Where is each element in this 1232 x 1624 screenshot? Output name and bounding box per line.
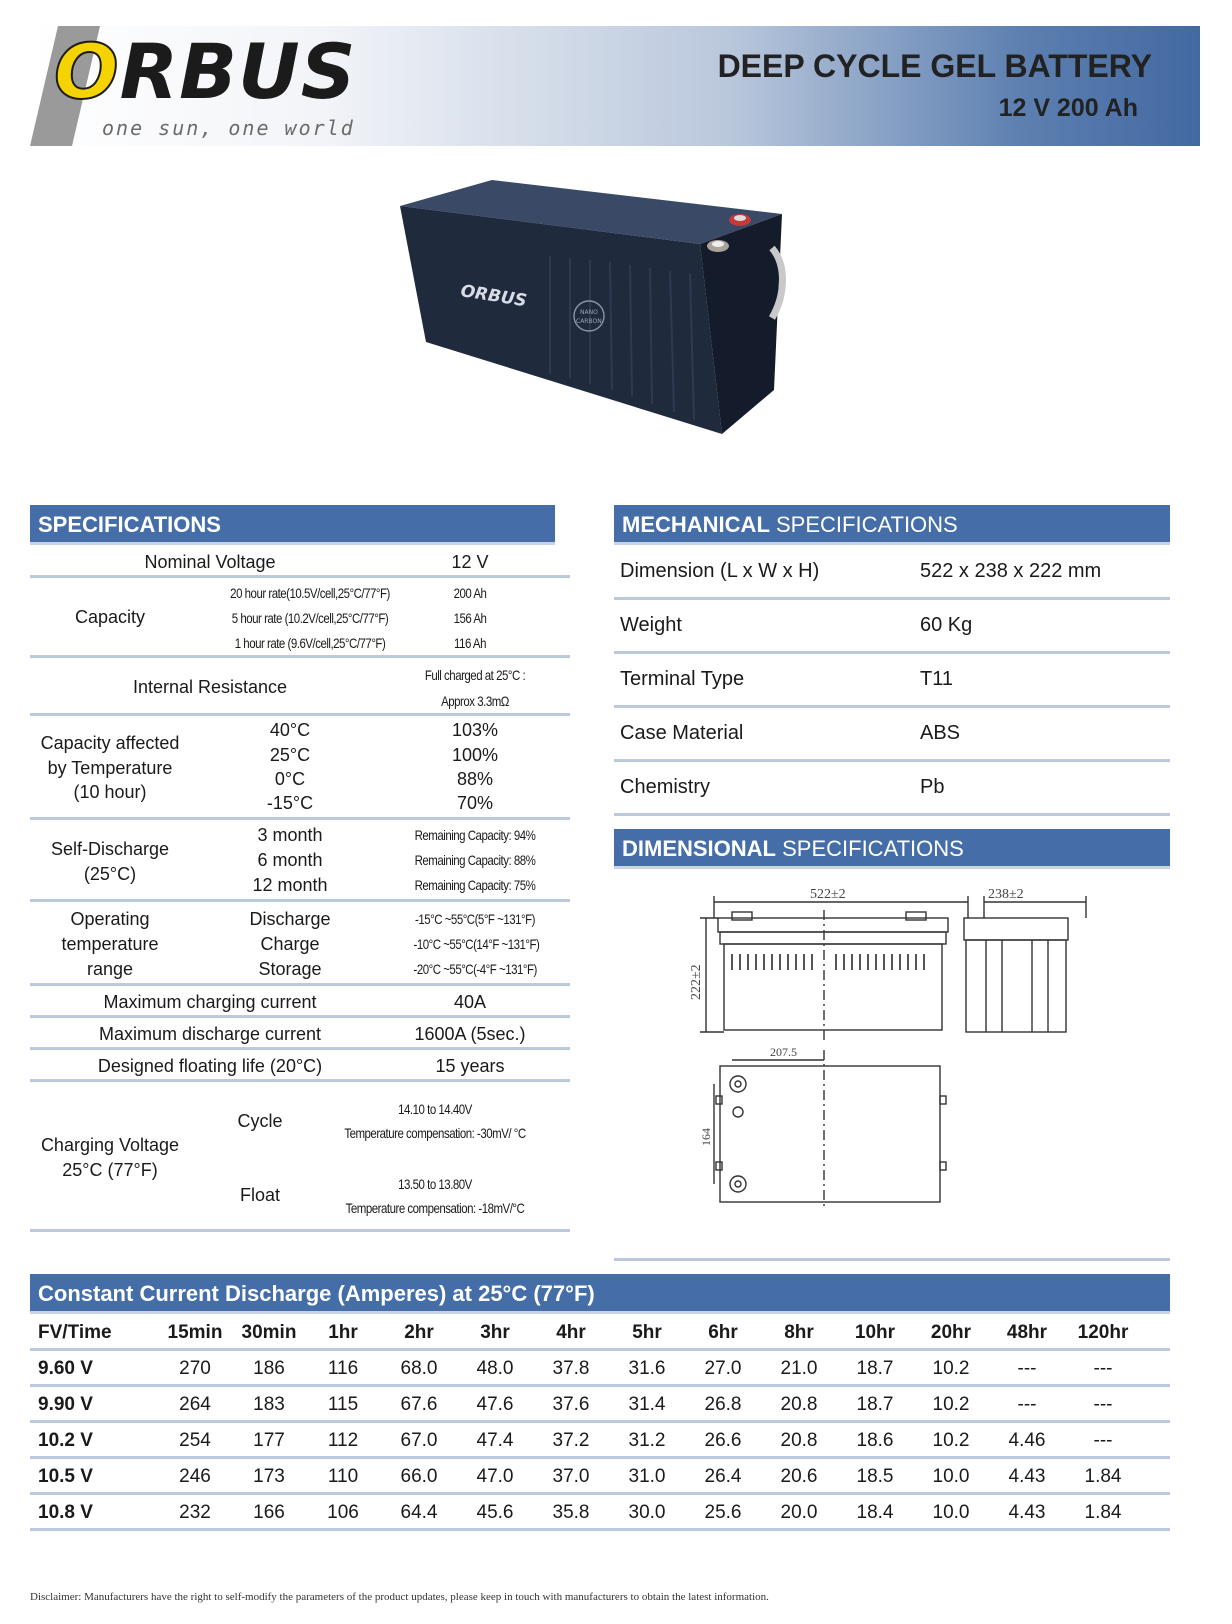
mode-value: -10°C ~55°C(14°F ~131°F) xyxy=(413,936,540,952)
mech-value: ABS xyxy=(920,722,961,744)
mech-row xyxy=(614,708,1170,762)
mech-value: Pb xyxy=(920,776,945,798)
cycle-label: Cycle xyxy=(237,1111,283,1131)
current-cell: 10.2 xyxy=(932,1430,970,1451)
current-cell: 47.0 xyxy=(476,1466,514,1487)
current-cell: 47.6 xyxy=(476,1394,514,1415)
battery-brand-label: ORBUS xyxy=(459,281,529,312)
capacity-value: 116 Ah xyxy=(454,635,486,651)
specifications-bar xyxy=(30,505,555,545)
dimensional-drawing xyxy=(614,870,1170,1261)
header-cell: 120hr xyxy=(1077,1322,1129,1343)
brand-logo: ORBUS xyxy=(54,27,357,116)
current-cell: 10.0 xyxy=(932,1466,970,1487)
temp-label: -15°C xyxy=(266,793,314,813)
dimension-diagram xyxy=(614,870,1170,1261)
header-cell: 8hr xyxy=(784,1322,814,1343)
spec-label: Charging Voltage xyxy=(40,1135,180,1155)
mech-key: Case Material xyxy=(620,722,744,744)
header-cell: 1hr xyxy=(328,1322,358,1343)
mechanical-title-bold: MECHANICAL xyxy=(622,512,770,537)
current-cell: 25.6 xyxy=(704,1502,742,1523)
spec-value: 12 V xyxy=(451,552,489,572)
current-cell: --- xyxy=(1093,1430,1113,1451)
spec-label: range xyxy=(86,959,134,979)
specifications-table xyxy=(30,546,570,1232)
mech-row xyxy=(614,762,1170,816)
cycle-compensation: Temperature compensation: -30mV/ °C xyxy=(344,1125,526,1141)
header-cell: 48hr xyxy=(1006,1322,1048,1343)
spec-value: 15 years xyxy=(435,1056,505,1076)
mech-key: Chemistry xyxy=(620,776,711,798)
spec-label: Designed floating life (20°C) xyxy=(97,1056,323,1076)
discharge-bar xyxy=(30,1274,1170,1314)
temp-value: 88% xyxy=(456,769,494,789)
spec-label: (10 hour) xyxy=(73,782,147,802)
current-cell: 186 xyxy=(253,1358,285,1379)
current-cell: 1.84 xyxy=(1084,1466,1122,1487)
page-subtitle: 12 V 200 Ah xyxy=(998,94,1138,122)
mech-key: Weight xyxy=(620,614,682,636)
current-cell: --- xyxy=(1017,1394,1037,1415)
current-cell: 31.6 xyxy=(628,1358,666,1379)
spec-label: Operating xyxy=(70,909,150,929)
spec-label: Capacity xyxy=(74,607,146,627)
header-cell: 6hr xyxy=(708,1322,738,1343)
discharge-row xyxy=(30,1387,1170,1423)
current-cell: 31.2 xyxy=(628,1430,666,1451)
current-cell: 4.43 xyxy=(1008,1502,1046,1523)
current-cell: 37.0 xyxy=(552,1466,590,1487)
current-cell: 21.0 xyxy=(780,1358,818,1379)
mode-value: -20°C ~55°C(-4°F ~131°F) xyxy=(413,961,537,977)
current-cell: 232 xyxy=(179,1502,211,1523)
mech-value: T11 xyxy=(920,668,953,690)
current-cell: 35.8 xyxy=(552,1502,590,1523)
current-cell: 45.6 xyxy=(476,1502,514,1523)
current-cell: 166 xyxy=(253,1502,285,1523)
dimensional-bar xyxy=(614,829,1170,869)
discharge-table xyxy=(30,1315,1170,1531)
current-cell: 106 xyxy=(327,1502,359,1523)
discharge-row xyxy=(30,1495,1170,1531)
height-label: 222±2 xyxy=(689,964,704,1000)
final-voltage-cell: 10.8 V xyxy=(38,1502,93,1523)
spec-label: Self-Discharge xyxy=(50,839,170,859)
spec-row-max-discharge xyxy=(30,1018,570,1050)
spec-row-self-discharge xyxy=(30,820,570,902)
spec-note: Full charged at 25°C : xyxy=(424,667,526,683)
current-cell: 173 xyxy=(253,1466,285,1487)
current-cell: 37.2 xyxy=(552,1430,590,1451)
period-label: 12 month xyxy=(252,875,328,895)
period-value: Remaining Capacity: 88% xyxy=(414,852,536,868)
current-cell: 37.6 xyxy=(552,1394,590,1415)
length-label: 522±2 xyxy=(810,887,846,902)
current-cell: --- xyxy=(1093,1394,1113,1415)
spec-row-float-life xyxy=(30,1050,570,1082)
final-voltage-cell: 9.60 V xyxy=(38,1358,93,1379)
mode-label: Discharge xyxy=(249,909,331,929)
terminal-spacing-label: 207.5 xyxy=(770,1045,797,1059)
discharge-body xyxy=(30,1351,1170,1531)
capacity-rate: 20 hour rate(10.5V/cell,25°C/77°F) xyxy=(230,585,390,601)
header-cell: 5hr xyxy=(632,1322,662,1343)
capacity-value: 200 Ah xyxy=(453,585,487,601)
temp-value: 100% xyxy=(451,745,499,765)
current-cell: 20.8 xyxy=(780,1430,818,1451)
spec-row-operating-temp xyxy=(30,902,570,986)
current-cell: 246 xyxy=(179,1466,211,1487)
current-cell: 27.0 xyxy=(704,1358,742,1379)
spec-value: 1600A (5sec.) xyxy=(414,1024,526,1044)
float-compensation: Temperature compensation: -18mV/°C xyxy=(345,1200,525,1216)
current-cell: 26.8 xyxy=(704,1394,742,1415)
current-cell: --- xyxy=(1017,1358,1037,1379)
current-cell: 18.4 xyxy=(856,1502,894,1523)
brand-tagline: one sun, one world xyxy=(102,116,355,140)
temp-value: 70% xyxy=(456,793,494,813)
capacity-rate: 5 hour rate (10.2V/cell,25°C/77°F) xyxy=(231,610,389,626)
nano-badge-bottom: CARBON xyxy=(576,318,602,325)
page-title: DEEP CYCLE GEL BATTERY xyxy=(717,48,1152,84)
dimensional-title-rest: SPECIFICATIONS xyxy=(776,836,964,861)
spec-label: by Temperature xyxy=(47,758,173,778)
capacity-value: 156 Ah xyxy=(453,610,487,626)
current-cell: 270 xyxy=(179,1358,211,1379)
current-cell: 47.4 xyxy=(476,1430,514,1451)
current-cell: 115 xyxy=(327,1394,359,1415)
temp-label: 0°C xyxy=(274,769,306,789)
spec-row-capacity xyxy=(30,578,570,658)
mech-row xyxy=(614,654,1170,708)
mech-key: Terminal Type xyxy=(620,668,745,690)
header-banner xyxy=(30,26,1200,146)
mechanical-bar xyxy=(614,505,1170,545)
current-cell: --- xyxy=(1093,1358,1113,1379)
header-cell: FV/Time xyxy=(38,1322,112,1343)
current-cell: 112 xyxy=(327,1430,359,1451)
header-cell: 15min xyxy=(167,1322,223,1343)
current-cell: 68.0 xyxy=(400,1358,438,1379)
specifications-title: SPECIFICATIONS xyxy=(38,512,221,537)
current-cell: 116 xyxy=(327,1358,359,1379)
mech-row xyxy=(614,600,1170,654)
width-label: 238±2 xyxy=(988,887,1024,902)
current-cell: 177 xyxy=(253,1430,285,1451)
spec-value: 40A xyxy=(453,992,487,1012)
period-label: 3 month xyxy=(257,825,323,845)
header-cell: 2hr xyxy=(404,1322,434,1343)
spec-value: Approx 3.3mΩ xyxy=(441,693,509,709)
mechanical-title-rest: SPECIFICATIONS xyxy=(769,512,958,537)
mech-value: 522 x 238 x 222 mm xyxy=(920,560,1102,582)
capacity-rate: 1 hour rate (9.6V/cell,25°C/77°F) xyxy=(234,635,386,651)
spec-label: Capacity affected xyxy=(40,733,180,753)
header-cell: 30min xyxy=(241,1322,297,1343)
current-cell: 26.6 xyxy=(704,1430,742,1451)
disclaimer: Disclaimer: Manufacturers have the right to self-modify the parameters of the product updates, please keep in touch with manufacturers to obtain the latest information. xyxy=(30,1591,769,1603)
mode-label: Charge xyxy=(260,934,320,954)
battery-image xyxy=(400,178,820,458)
current-cell: 26.4 xyxy=(704,1466,742,1487)
current-cell: 183 xyxy=(253,1394,285,1415)
spec-row-temp-capacity xyxy=(30,716,570,820)
temp-label: 25°C xyxy=(269,745,311,765)
spec-row-charging-voltage xyxy=(30,1082,570,1232)
current-cell: 1.84 xyxy=(1084,1502,1122,1523)
current-cell: 264 xyxy=(179,1394,211,1415)
final-voltage-cell: 9.90 V xyxy=(38,1394,93,1415)
header-cell: 4hr xyxy=(556,1322,586,1343)
spec-label: 25°C (77°F) xyxy=(62,1160,158,1180)
spec-row-max-charge xyxy=(30,986,570,1018)
current-cell: 67.6 xyxy=(400,1394,438,1415)
current-cell: 66.0 xyxy=(400,1466,438,1487)
current-cell: 254 xyxy=(179,1430,211,1451)
discharge-row xyxy=(30,1423,1170,1459)
current-cell: 31.0 xyxy=(628,1466,666,1487)
current-cell: 110 xyxy=(327,1466,359,1487)
current-cell: 10.2 xyxy=(932,1358,970,1379)
nano-badge-top: NANO xyxy=(580,309,598,316)
current-cell: 10.2 xyxy=(932,1394,970,1415)
mech-row xyxy=(614,546,1170,600)
spec-label: temperature xyxy=(61,934,159,954)
current-cell: 20.8 xyxy=(780,1394,818,1415)
spec-label: Nominal Voltage xyxy=(144,552,276,572)
spec-label: (25°C) xyxy=(83,864,137,884)
dimensional-title-bold: DIMENSIONAL xyxy=(622,836,776,861)
cycle-range: 14.10 to 14.40V xyxy=(398,1101,472,1117)
current-cell: 10.0 xyxy=(932,1502,970,1523)
current-cell: 20.0 xyxy=(780,1502,818,1523)
spec-label: Maximum charging current xyxy=(103,992,317,1012)
current-cell: 67.0 xyxy=(400,1430,438,1451)
discharge-header-row xyxy=(30,1315,1170,1351)
current-cell: 4.46 xyxy=(1008,1430,1046,1451)
final-voltage-cell: 10.5 V xyxy=(38,1466,93,1487)
current-cell: 18.6 xyxy=(856,1430,894,1451)
current-cell: 4.43 xyxy=(1008,1466,1046,1487)
period-label: 6 month xyxy=(257,850,323,870)
discharge-title: Constant Current Discharge (Amperes) at 25°C (77°F) xyxy=(38,1281,595,1306)
final-voltage-cell: 10.2 V xyxy=(38,1430,93,1451)
header-cell: 10hr xyxy=(854,1322,896,1343)
period-value: Remaining Capacity: 75% xyxy=(414,877,536,893)
mech-key: Dimension (L x W x H) xyxy=(620,560,820,582)
current-cell: 18.7 xyxy=(856,1358,894,1379)
discharge-row xyxy=(30,1459,1170,1495)
mode-value: -15°C ~55°C(5°F ~131°F) xyxy=(414,911,535,927)
float-label: Float xyxy=(239,1185,281,1205)
temp-label: 40°C xyxy=(269,720,311,740)
period-value: Remaining Capacity: 94% xyxy=(414,827,536,843)
current-cell: 30.0 xyxy=(628,1502,666,1523)
spec-row-internal-resistance xyxy=(30,658,570,716)
float-range: 13.50 to 13.80V xyxy=(398,1176,472,1192)
header-cell: 3hr xyxy=(480,1322,510,1343)
current-cell: 64.4 xyxy=(400,1502,438,1523)
current-cell: 18.7 xyxy=(856,1394,894,1415)
temp-value: 103% xyxy=(451,720,499,740)
current-cell: 31.4 xyxy=(628,1394,666,1415)
mechanical-table xyxy=(614,546,1170,816)
current-cell: 20.6 xyxy=(780,1466,818,1487)
current-cell: 18.5 xyxy=(856,1466,894,1487)
header-cell: 20hr xyxy=(930,1322,972,1343)
spec-label: Maximum discharge current xyxy=(98,1024,322,1044)
terminal-offset-label: 164 xyxy=(699,1128,713,1146)
spec-row-nominal xyxy=(30,546,570,578)
current-cell: 48.0 xyxy=(476,1358,514,1379)
mech-value: 60 Kg xyxy=(920,614,973,636)
spec-label: Internal Resistance xyxy=(132,677,288,697)
current-cell: 37.8 xyxy=(552,1358,590,1379)
discharge-row xyxy=(30,1351,1170,1387)
mode-label: Storage xyxy=(258,959,322,979)
